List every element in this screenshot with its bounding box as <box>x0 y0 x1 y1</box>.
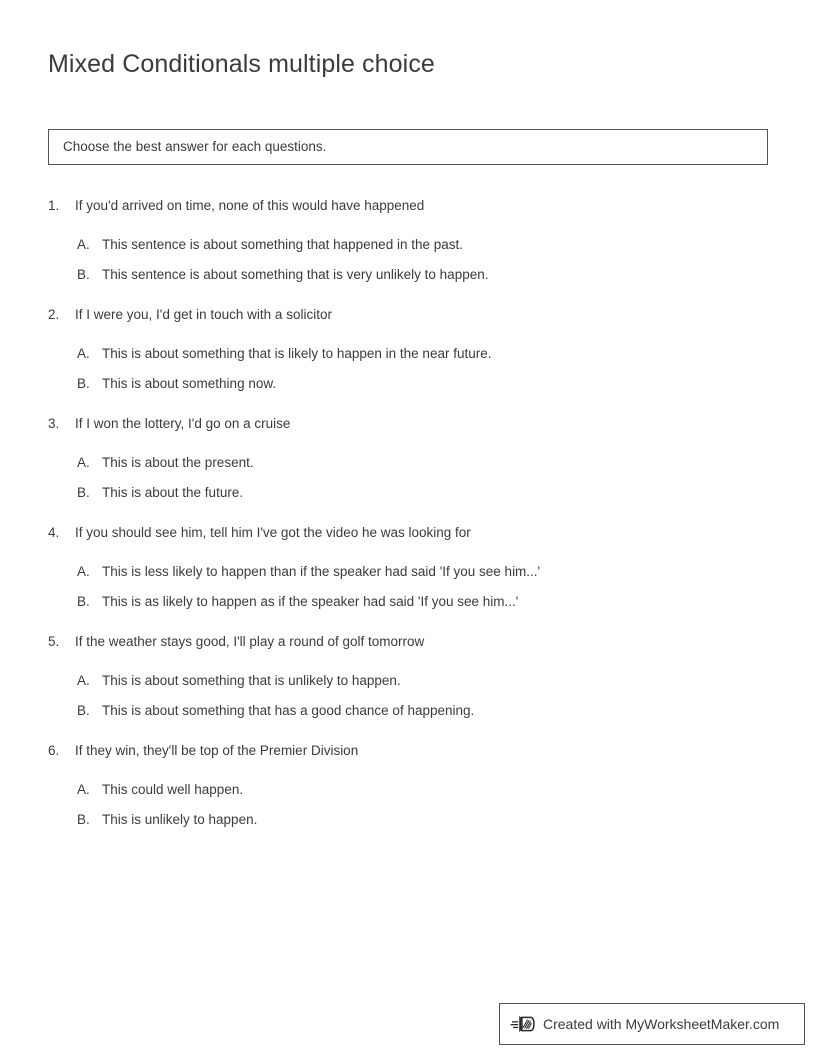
question-block <box>48 523 778 612</box>
answer-options <box>48 453 778 503</box>
footer-attribution-text: Created with MyWorksheetMaker.com <box>543 1016 780 1032</box>
question-block <box>48 741 778 830</box>
question-number: 1. <box>48 198 60 213</box>
question-line <box>48 632 778 652</box>
answer-letter: A. <box>77 237 90 252</box>
answer-options <box>48 562 778 612</box>
answer-options <box>48 344 778 394</box>
answer-letter: A. <box>77 564 90 579</box>
answer-text: This is unlikely to happen. <box>102 812 258 827</box>
answer-letter: B. <box>77 376 90 391</box>
answer-text: This is about the future. <box>102 485 244 500</box>
question-line <box>48 741 778 761</box>
question-number: 2. <box>48 307 60 322</box>
answer-text: This is about the present. <box>102 455 254 470</box>
answer-letter: B. <box>77 703 90 718</box>
answer-letter: B. <box>77 594 90 609</box>
answer-text: This is about something that is likely to happen in the near future. <box>102 346 492 361</box>
answer-option[interactable] <box>77 374 778 394</box>
answer-options <box>48 671 778 721</box>
question-line <box>48 196 778 216</box>
question-prompt: If you'd arrived on time, none of this would have happened <box>75 198 425 213</box>
question-prompt: If I were you, I'd get in touch with a solicitor <box>75 307 332 322</box>
answer-option[interactable] <box>77 562 778 582</box>
answer-letter: B. <box>77 485 90 500</box>
answer-text: This is about something that has a good chance of happening. <box>102 703 475 718</box>
question-number: 6. <box>48 743 60 758</box>
footer-attribution-badge[interactable] <box>499 1003 805 1045</box>
answer-letter: B. <box>77 812 90 827</box>
answer-option[interactable] <box>77 671 778 691</box>
question-number: 4. <box>48 525 60 540</box>
question-block <box>48 632 778 721</box>
answer-option[interactable] <box>77 810 778 830</box>
answer-text: This is about something that is unlikely to happen. <box>102 673 401 688</box>
answer-text: This is about something now. <box>102 376 277 391</box>
page-title: Mixed Conditionals multiple choice <box>48 50 435 78</box>
answer-option[interactable] <box>77 265 778 285</box>
question-number: 5. <box>48 634 60 649</box>
answer-options <box>48 235 778 285</box>
question-prompt: If the weather stays good, I'll play a round of golf tomorrow <box>75 634 425 649</box>
answer-letter: A. <box>77 455 90 470</box>
answer-text: This could well happen. <box>102 782 244 797</box>
answer-letter: A. <box>77 346 90 361</box>
instruction-box <box>48 129 768 165</box>
question-line <box>48 305 778 325</box>
answer-text: This sentence is about something that happened in the past. <box>102 237 463 252</box>
answer-options <box>48 780 778 830</box>
answer-option[interactable] <box>77 701 778 721</box>
question-prompt: If they win, they'll be top of the Premier Division <box>75 743 359 758</box>
answer-option[interactable] <box>77 592 778 612</box>
answer-letter: B. <box>77 267 90 282</box>
question-block <box>48 305 778 394</box>
question-number: 3. <box>48 416 60 431</box>
question-prompt: If you should see him, tell him I've got the video he was looking for <box>75 525 471 540</box>
answer-option[interactable] <box>77 344 778 364</box>
question-block <box>48 196 778 285</box>
question-prompt: If I won the lottery, I'd go on a cruise <box>75 416 291 431</box>
myworksheetmaker-flag-logo-icon <box>510 1011 536 1037</box>
answer-option[interactable] <box>77 453 778 473</box>
question-line <box>48 523 778 543</box>
question-list <box>48 196 778 830</box>
instruction-text: Choose the best answer for each questions. <box>63 138 327 154</box>
question-block <box>48 414 778 503</box>
answer-text: This is less likely to happen than if the speaker had said 'If you see him...' <box>102 564 541 579</box>
answer-letter: A. <box>77 782 90 797</box>
question-line <box>48 414 778 434</box>
answer-text: This sentence is about something that is very unlikely to happen. <box>102 267 489 282</box>
answer-option[interactable] <box>77 235 778 255</box>
answer-letter: A. <box>77 673 90 688</box>
answer-option[interactable] <box>77 483 778 503</box>
answer-text: This is as likely to happen as if the speaker had said 'If you see him...' <box>102 594 519 609</box>
answer-option[interactable] <box>77 780 778 800</box>
